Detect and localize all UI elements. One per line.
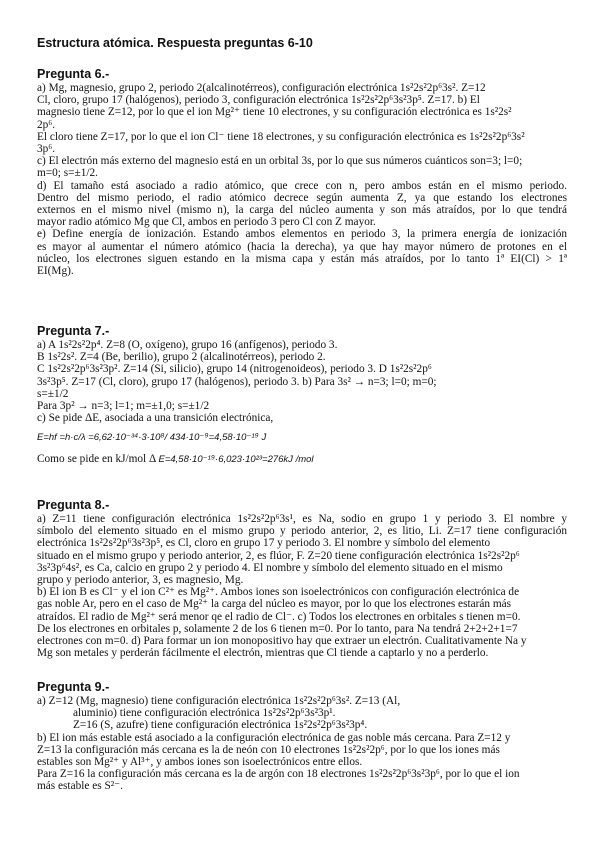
q7-line: c) Se pide ΔE, asociada a una transición electrónica,: [37, 412, 274, 425]
question-6-heading: Pregunta 6.-: [37, 67, 110, 81]
q8-line: situado en el mismo grupo y periodo anterior, 2, es flúor, F. Z=20 tiene configuración electrónica 1s²2s²2p⁶: [37, 549, 520, 562]
q9-line: más estable es S²⁻.: [37, 780, 123, 793]
q6-line: externos en el mismo nivel (mismo n), la carga del núcleo aumenta y son más atraídos, por lo que tendrá: [37, 204, 567, 217]
q8-line: 3s²3p⁶4s², es Ca, calcio en grupo 2 y periodo 4. El nombre y símbolo del elemento situado en el mismo: [37, 561, 503, 574]
q6-line: c) El electrón más externo del magnesio está en un orbital 3s, por lo que sus números cuánticos son=3; l=0;: [37, 155, 523, 168]
q6-line: El cloro tiene Z=17, por lo que el ion Cl⁻ tiene 18 electrones, y su configuración electrónica es 1s²2s²2p⁶3s²: [37, 130, 525, 143]
q7-line: a) A 1s²2s²2p⁴. Z=8 (O, oxígeno), grupo 16 (anfígenos), periodo 3.: [37, 339, 338, 351]
q6-line: m=0; s=±1/2.: [37, 167, 98, 180]
q7-line: 3s²3p⁵. Z=17 (Cl, cloro), grupo 17 (halógenos), periodo 3. b) Para 3s² → n=3; l=0; m=0;: [37, 375, 437, 388]
q8-line: electrones con m=0. d) Para formar un ion monopositivo hay que extraer un electrón. Cualitativamente Na y: [37, 635, 527, 648]
q6-line: d) El tamaño está asociado a radio atómico, que crece con n, pero ambos están en el mismo periodo.: [37, 179, 567, 192]
q8-line: gas noble Ar, pero en el caso de Mg²⁺ la carga del núcleo es mayor, por lo que los electrones estarán más: [37, 598, 512, 611]
energy-formula-line: [37, 453, 567, 466]
question-8-section: [37, 498, 567, 659]
q9-line: aluminio) tiene configuración electrónica 1s²2s²2p⁶3s²3p¹.: [73, 707, 336, 720]
molar-energy-formula: E=4,58·10⁻¹⁹·6,023·10²³=276kJ /mol: [158, 453, 314, 465]
q9-line: b) El ion más estable está asociado a la configuración electrónica de gas noble más cercana. Para Z=12 y: [37, 731, 511, 744]
q6-line: a) Mg, magnesio, grupo 2, periodo 2(alcalinotérreos), configuración electrónica 1s²2s²2p⁶3s². Z=12: [37, 82, 486, 94]
q6-line: núcleo, los electrones siguen estando en la misma capa y están más atraídos, por lo tanto 1ª EI(Cl) > 1ª: [37, 252, 567, 265]
formula-prefix: Como se pide en kJ/mol Δ: [37, 452, 156, 465]
q9-line: Z=13 la configuración más cercana es la de neón con 10 electrones 1s²2s²2p⁶, por lo que los iones más: [37, 743, 500, 756]
q9-line: estables son Mg²⁺ y Al³⁺, y ambos iones son isoelectrónicos entre ellos.: [37, 756, 363, 769]
q9-line: Para Z=16 la configuración más cercana es la de argón con 18 electrones 1s²2s²2p⁶3s²3p⁶, por lo que el ion: [37, 768, 520, 781]
q6-line: Cl, cloro, grupo 17 (halógenos), periodo 3, configuración electrónica 1s²2s²2p⁶3s²3p⁵. Z=17. b) El: [37, 94, 480, 107]
q6-line: es mayor al aumentar el número atómico (hacia la derecha), ya que hay mayor número de protones en el: [37, 240, 567, 253]
q6-line: EI(Mg).: [37, 265, 74, 278]
q6-line: 2p⁶.: [37, 118, 56, 131]
question-7-heading: Pregunta 7.-: [37, 324, 110, 338]
q7-line: s=±1/2: [37, 387, 69, 400]
q8-line: De los electrones en orbitales p, solamente 2 de los 6 tienen m=0. Por lo tanto, para Na tendrá 2+2+2+1=7: [37, 622, 518, 635]
q6-line: 3p⁶.: [37, 143, 56, 156]
question-9-heading: Pregunta 9.-: [37, 680, 110, 694]
q6-line: magnesio tiene Z=12, por lo que el ion Mg²⁺ tiene 10 electrones, y su configuración electrónica es 1s²2s²: [37, 106, 512, 119]
question-6-section: [37, 67, 567, 277]
q8-line: símbolo del elemento situado en el mismo grupo y periodo anterior, 2, es litio, Li. Z=17 tiene configuración: [37, 525, 567, 538]
q9-line: a) Z=12 (Mg, magnesio) tiene configuración electrónica 1s²2s²2p⁶3s². Z=13 (Al,: [37, 695, 401, 707]
energy-formula: E=hf =h·c/λ =6,62·10⁻³⁴·3·10⁸/ 434·10⁻⁹=4,58·10⁻¹⁹ J: [37, 432, 267, 444]
q6-line: Dentro del mismo periodo, el radio atómico decrece según aumenta Z, ya que estando los electrones: [37, 191, 567, 204]
q8-line: atraídos. El radio de Mg²⁺ será menor qe el radio de Cl⁻. c) Todos los electrones en orbitales s tienen m=0.: [37, 610, 521, 623]
question-7-section: [37, 324, 567, 466]
q8-line: a) Z=11 tiene configuración electrónica 1s²2s²2p⁶3s¹, es Na, sodio en grupo 1 y periodo 3. El nombre y: [37, 513, 567, 525]
q7-line: Para 3p² → n=3; l=1; m=±1,0; s=±1/2: [37, 400, 210, 413]
q7-line: C 1s²2s²2p⁶3s²3p². Z=14 (Si, silicio), grupo 14 (nitrogenoideos), periodo 3. D 1s²2s²2p⁶: [37, 363, 432, 376]
question-9-section: [37, 680, 567, 793]
q6-line: mayor radio atómico Mg que Cl, ambos en periodo 3 pero Cl con Z mayor.: [37, 216, 376, 229]
q8-line: b) El ion B es Cl⁻ y el ion C²⁺ es Mg²⁺. Ambos iones son isoelectrónicos con configuración electrónica de: [37, 586, 520, 599]
q8-line: Mg son metales y perderán fácilmente el electrón, mientras que Cl tiende a captarlo y no a perderlo.: [37, 647, 489, 660]
document-title: Estructura atómica. Respuesta preguntas 6-10: [37, 36, 313, 50]
q8-line: grupo y periodo anterior, 3, es magnesio, Mg.: [37, 574, 244, 587]
question-8-heading: Pregunta 8.-: [37, 498, 110, 512]
q8-line: electrónica 1s²2s²2p⁶3s²3p⁵, es Cl, cloro en grupo 17 y periodo 3. El nombre y símbolo del elemento: [37, 537, 491, 550]
q9-line: Z=16 (S, azufre) tiene configuración electrónica 1s²2s²2p⁶3s²3p⁴.: [73, 719, 368, 732]
q6-line: e) Define energía de ionización. Estando ambos elementos en periodo 3, la primera energía de ionización: [37, 228, 567, 241]
q7-line: B 1s²2s². Z=4 (Be, berilio), grupo 2 (alcalinotérreos), periodo 2.: [37, 351, 326, 364]
